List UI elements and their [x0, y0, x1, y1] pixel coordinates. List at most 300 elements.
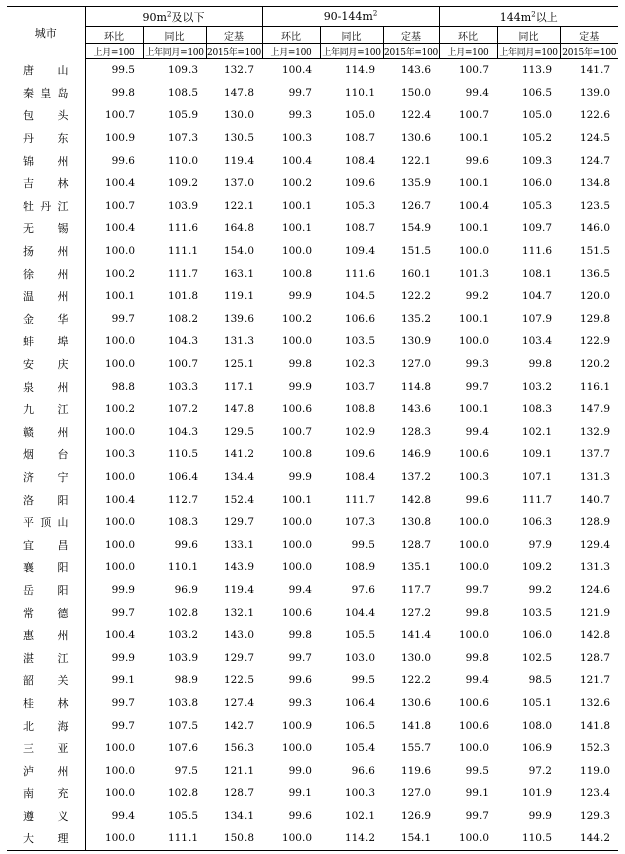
value-medium-yoy: 110.1 — [344, 86, 375, 99]
base-2015: 2015年=100 — [206, 44, 262, 59]
base-same-month-last-year: 上年同月=100 — [497, 44, 560, 59]
value-large-yoy: 103.2 — [521, 380, 552, 393]
city-name: 常德 — [7, 601, 85, 624]
value-medium-yoy: 108.7 — [344, 132, 375, 145]
value-medium-mom: 100.2 — [281, 177, 312, 190]
value-large-mom: 100.0 — [458, 516, 489, 529]
value-small-fixed: 143.9 — [223, 561, 254, 574]
value-large-yoy: 102.1 — [521, 425, 552, 438]
value-small-yoy: 108.5 — [167, 86, 198, 99]
value-medium-mom: 100.1 — [281, 493, 312, 506]
value-large-fixed: 124.6 — [579, 583, 610, 596]
value-medium-yoy: 107.3 — [344, 516, 375, 529]
city-name: 泸州 — [7, 759, 85, 782]
value-small-mom: 100.9 — [104, 132, 135, 145]
table-row — [7, 421, 618, 444]
value-large-mom: 99.6 — [465, 493, 489, 506]
value-large-yoy: 107.1 — [521, 470, 552, 483]
value-medium-yoy: 102.1 — [344, 809, 375, 822]
value-medium-mom: 100.4 — [281, 154, 312, 167]
value-small-yoy: 106.4 — [167, 470, 198, 483]
table-row — [7, 375, 618, 398]
value-small-yoy: 109.3 — [167, 64, 198, 77]
value-large-mom: 100.0 — [439, 827, 497, 850]
table-row — [7, 466, 618, 489]
value-large-yoy: 99.2 — [528, 583, 552, 596]
value-medium-mom: 100.0 — [281, 742, 312, 755]
value-medium-mom: 99.7 — [288, 86, 312, 99]
city-name: 惠州 — [7, 624, 85, 647]
value-medium-mom: 100.8 — [281, 267, 312, 280]
value-small-fixed: 163.1 — [223, 267, 254, 280]
value-large-mom: 100.0 — [458, 629, 489, 642]
value-large-yoy: 101.9 — [521, 787, 552, 800]
value-large-fixed: 144.2 — [560, 827, 618, 850]
value-medium-mom: 100.4 — [281, 64, 312, 77]
value-small-yoy: 103.3 — [167, 380, 198, 393]
table-row — [7, 262, 618, 285]
table-row — [7, 511, 618, 534]
value-medium-mom: 99.7 — [288, 651, 312, 664]
value-medium-mom: 99.4 — [288, 583, 312, 596]
value-large-mom: 100.7 — [458, 109, 489, 122]
value-large-mom: 99.3 — [465, 358, 489, 371]
value-small-yoy: 112.7 — [167, 493, 198, 506]
value-large-fixed: 132.6 — [579, 696, 610, 709]
value-large-fixed: 122.9 — [579, 335, 610, 348]
value-medium-mom: 99.3 — [288, 109, 312, 122]
value-small-fixed: 119.1 — [223, 290, 254, 303]
value-large-yoy: 105.0 — [521, 109, 552, 122]
value-large-mom: 99.7 — [465, 809, 489, 822]
value-medium-fixed: 130.8 — [400, 516, 431, 529]
value-small-fixed: 134.1 — [223, 809, 254, 822]
value-large-mom: 99.6 — [465, 154, 489, 167]
value-medium-yoy: 108.8 — [344, 403, 375, 416]
value-small-fixed: 130.5 — [223, 132, 254, 145]
city-name: 扬州 — [7, 240, 85, 263]
value-medium-fixed: 146.9 — [400, 448, 431, 461]
value-large-fixed: 119.0 — [579, 764, 610, 777]
value-large-mom: 100.0 — [458, 335, 489, 348]
city-name: 丹东 — [7, 127, 85, 150]
city-name: 安庆 — [7, 353, 85, 376]
value-medium-fixed: 135.9 — [400, 177, 431, 190]
value-small-mom: 100.1 — [104, 290, 135, 303]
value-small-fixed: 127.4 — [223, 696, 254, 709]
value-small-fixed: 125.1 — [223, 358, 254, 371]
value-small-mom: 99.9 — [111, 583, 135, 596]
value-small-yoy: 111.1 — [143, 827, 206, 850]
value-large-fixed: 128.7 — [579, 651, 610, 664]
value-large-fixed: 122.6 — [579, 109, 610, 122]
value-medium-yoy: 105.3 — [344, 199, 375, 212]
table-row — [7, 127, 618, 150]
value-small-fixed: 132.7 — [223, 64, 254, 77]
table-row — [7, 104, 618, 127]
table-row — [7, 579, 618, 602]
city-name: 三亚 — [7, 737, 85, 760]
value-medium-yoy: 106.5 — [344, 719, 375, 732]
value-small-mom: 100.0 — [104, 425, 135, 438]
value-large-fixed: 134.8 — [579, 177, 610, 190]
city-name: 北海 — [7, 714, 85, 737]
value-small-mom: 100.7 — [104, 199, 135, 212]
value-large-mom: 100.0 — [458, 742, 489, 755]
table-body — [7, 59, 618, 851]
city-name: 温州 — [7, 285, 85, 308]
city-name: 平顶山 — [7, 511, 85, 534]
value-small-fixed: 147.8 — [223, 403, 254, 416]
value-small-yoy: 103.2 — [167, 629, 198, 642]
table-row — [7, 240, 618, 263]
table-row — [7, 82, 618, 105]
table-row — [7, 308, 618, 331]
value-large-fixed: 152.3 — [579, 742, 610, 755]
city-name: 遵义 — [7, 805, 85, 828]
value-medium-yoy: 100.3 — [344, 787, 375, 800]
value-small-fixed: 137.0 — [223, 177, 254, 190]
city-name: 牡丹江 — [7, 195, 85, 218]
base-2015: 2015年=100 — [560, 44, 618, 59]
value-medium-fixed: 126.9 — [400, 809, 431, 822]
value-large-yoy: 108.1 — [521, 267, 552, 280]
value-small-fixed: 122.1 — [223, 199, 254, 212]
value-small-mom: 100.0 — [104, 764, 135, 777]
value-large-yoy: 111.6 — [521, 245, 552, 258]
value-medium-yoy: 105.0 — [344, 109, 375, 122]
value-large-yoy: 99.9 — [528, 809, 552, 822]
value-small-yoy: 105.9 — [167, 109, 198, 122]
value-medium-fixed: 143.6 — [400, 403, 431, 416]
value-medium-fixed: 135.2 — [400, 312, 431, 325]
value-small-yoy: 110.5 — [167, 448, 198, 461]
table-row — [7, 646, 618, 669]
value-large-fixed: 131.3 — [579, 470, 610, 483]
value-small-mom: 99.7 — [111, 696, 135, 709]
value-medium-yoy: 111.7 — [344, 493, 375, 506]
value-large-yoy: 106.5 — [521, 86, 552, 99]
value-large-mom: 99.7 — [465, 380, 489, 393]
value-large-fixed: 141.8 — [579, 719, 610, 732]
value-small-fixed: 152.4 — [223, 493, 254, 506]
value-medium-yoy: 99.5 — [351, 674, 375, 687]
value-medium-fixed: 114.8 — [400, 380, 431, 393]
value-small-mom: 100.0 — [104, 358, 135, 371]
value-small-mom: 99.7 — [111, 606, 135, 619]
value-small-yoy: 111.6 — [167, 222, 198, 235]
subhead-mom: 环比 — [262, 27, 320, 44]
value-medium-mom: 99.0 — [288, 764, 312, 777]
value-large-mom: 100.4 — [458, 199, 489, 212]
value-medium-fixed: 128.7 — [400, 538, 431, 551]
value-large-fixed: 121.9 — [579, 606, 610, 619]
value-medium-fixed: 122.1 — [400, 154, 431, 167]
value-medium-yoy: 106.4 — [344, 696, 375, 709]
base-prev-month: 上月=100 — [262, 44, 320, 59]
value-small-yoy: 108.2 — [167, 312, 198, 325]
value-medium-mom: 100.6 — [281, 403, 312, 416]
table-row — [7, 805, 618, 828]
value-large-yoy: 97.9 — [528, 538, 552, 551]
table-row — [7, 195, 618, 218]
city-name: 金华 — [7, 308, 85, 331]
value-small-mom: 100.2 — [104, 403, 135, 416]
value-small-fixed: 131.3 — [223, 335, 254, 348]
value-small-mom: 99.7 — [111, 312, 135, 325]
value-large-mom: 99.4 — [465, 425, 489, 438]
value-medium-mom: 99.9 — [288, 290, 312, 303]
value-large-fixed: 128.9 — [579, 516, 610, 529]
value-large-fixed: 141.7 — [579, 64, 610, 77]
table-row — [7, 692, 618, 715]
value-small-yoy: 102.8 — [167, 787, 198, 800]
value-small-yoy: 110.0 — [167, 154, 198, 167]
value-medium-fixed: 143.6 — [400, 64, 431, 77]
value-small-yoy: 108.3 — [167, 516, 198, 529]
value-medium-yoy: 114.2 — [320, 827, 383, 850]
value-medium-fixed: 141.4 — [400, 629, 431, 642]
price-index-table — [7, 6, 618, 851]
city-name: 大理 — [7, 827, 85, 850]
value-large-mom: 100.6 — [458, 696, 489, 709]
value-small-yoy: 98.9 — [174, 674, 198, 687]
value-large-fixed: 142.8 — [579, 629, 610, 642]
value-medium-mom: 99.9 — [288, 470, 312, 483]
table-row — [7, 624, 618, 647]
value-medium-yoy: 102.3 — [344, 358, 375, 371]
value-small-fixed: 143.0 — [223, 629, 254, 642]
value-medium-fixed: 117.7 — [400, 583, 431, 596]
city-name: 九江 — [7, 398, 85, 421]
value-medium-mom: 100.0 — [281, 538, 312, 551]
value-small-fixed: 122.5 — [223, 674, 254, 687]
value-large-fixed: 123.5 — [579, 199, 610, 212]
value-small-fixed: 129.7 — [223, 516, 254, 529]
base-prev-month: 上月=100 — [439, 44, 497, 59]
table-row — [7, 217, 618, 240]
city-name: 蚌埠 — [7, 330, 85, 353]
base-2015: 2015年=100 — [383, 44, 439, 59]
city-name: 无锡 — [7, 217, 85, 240]
value-medium-fixed: 122.4 — [400, 109, 431, 122]
value-large-fixed: 129.4 — [579, 538, 610, 551]
table-row — [7, 533, 618, 556]
value-medium-mom: 99.8 — [288, 358, 312, 371]
value-large-fixed: 129.8 — [579, 312, 610, 325]
value-large-fixed: 120.2 — [579, 358, 610, 371]
value-small-yoy: 103.9 — [167, 199, 198, 212]
value-small-mom: 99.4 — [111, 809, 135, 822]
value-medium-mom: 99.9 — [288, 380, 312, 393]
value-small-yoy: 111.7 — [167, 267, 198, 280]
value-large-fixed: 147.9 — [579, 403, 610, 416]
value-small-mom: 99.7 — [111, 719, 135, 732]
value-small-fixed: 142.7 — [223, 719, 254, 732]
value-medium-yoy: 96.6 — [351, 764, 375, 777]
value-large-mom: 100.1 — [458, 132, 489, 145]
value-medium-mom: 99.1 — [288, 787, 312, 800]
value-large-mom: 99.2 — [465, 290, 489, 303]
table-row — [7, 330, 618, 353]
city-name: 烟台 — [7, 443, 85, 466]
value-large-mom: 99.1 — [465, 787, 489, 800]
value-medium-fixed: 130.6 — [400, 132, 431, 145]
value-medium-yoy: 99.5 — [351, 538, 375, 551]
value-small-mom: 100.0 — [104, 561, 135, 574]
value-small-yoy: 109.2 — [167, 177, 198, 190]
value-small-fixed: 156.3 — [223, 742, 254, 755]
value-large-mom: 99.4 — [465, 674, 489, 687]
value-medium-fixed: 128.3 — [400, 425, 431, 438]
value-small-mom: 100.4 — [104, 177, 135, 190]
city-name: 吉林 — [7, 172, 85, 195]
value-large-mom: 100.0 — [458, 245, 489, 258]
value-medium-yoy: 108.4 — [344, 470, 375, 483]
value-large-fixed: 132.9 — [579, 425, 610, 438]
value-medium-mom: 99.6 — [288, 674, 312, 687]
value-medium-fixed: 137.2 — [400, 470, 431, 483]
value-large-fixed: 136.5 — [579, 267, 610, 280]
value-medium-yoy: 104.4 — [344, 606, 375, 619]
city-name: 湛江 — [7, 646, 85, 669]
base-same-month-last-year: 上年同月=100 — [320, 44, 383, 59]
subhead-fixed-base: 定基 — [206, 27, 262, 44]
value-small-fixed: 132.1 — [223, 606, 254, 619]
value-medium-yoy: 109.6 — [344, 177, 375, 190]
group-header-medium: $90-144m^2$ — [262, 7, 439, 27]
value-small-yoy: 102.8 — [167, 606, 198, 619]
value-medium-fixed: 154.1 — [383, 827, 439, 850]
value-medium-fixed: 150.0 — [400, 86, 431, 99]
table-row — [7, 488, 618, 511]
value-medium-yoy: 105.4 — [344, 742, 375, 755]
value-medium-yoy: 109.4 — [344, 245, 375, 258]
city-name: 宜昌 — [7, 533, 85, 556]
value-small-yoy: 107.3 — [167, 132, 198, 145]
value-small-mom: 99.6 — [111, 154, 135, 167]
city-name: 桂林 — [7, 692, 85, 715]
value-small-fixed: 128.7 — [223, 787, 254, 800]
value-medium-fixed: 141.8 — [400, 719, 431, 732]
value-large-yoy: 108.0 — [521, 719, 552, 732]
value-medium-fixed: 130.9 — [400, 335, 431, 348]
group-header-small: $90m^2$及以下 — [85, 7, 262, 27]
table-row — [7, 398, 618, 421]
value-small-mom: 99.5 — [111, 64, 135, 77]
value-medium-yoy: 114.9 — [344, 64, 375, 77]
value-medium-yoy: 103.5 — [344, 335, 375, 348]
value-medium-fixed: 127.0 — [400, 787, 431, 800]
subhead-yoy: 同比 — [497, 27, 560, 44]
value-large-mom: 100.3 — [458, 470, 489, 483]
value-small-mom: 100.7 — [104, 109, 135, 122]
table-row — [7, 59, 618, 82]
value-medium-mom: 100.0 — [281, 516, 312, 529]
table-row — [7, 172, 618, 195]
table-row — [7, 782, 618, 805]
subhead-yoy: 同比 — [143, 27, 206, 44]
value-small-fixed: 150.8 — [206, 827, 262, 850]
value-medium-mom: 100.0 — [281, 245, 312, 258]
value-small-fixed: 119.4 — [223, 583, 254, 596]
value-large-yoy: 105.2 — [521, 132, 552, 145]
value-small-yoy: 99.6 — [174, 538, 198, 551]
value-small-fixed: 147.8 — [223, 86, 254, 99]
value-medium-fixed: 126.7 — [400, 199, 431, 212]
value-medium-yoy: 105.5 — [344, 629, 375, 642]
value-large-mom: 100.0 — [458, 561, 489, 574]
value-medium-yoy: 111.6 — [344, 267, 375, 280]
value-large-yoy: 105.1 — [521, 696, 552, 709]
value-small-fixed: 133.1 — [223, 538, 254, 551]
city-name: 包头 — [7, 104, 85, 127]
value-medium-mom: 100.3 — [281, 132, 312, 145]
value-large-mom: 101.3 — [458, 267, 489, 280]
value-small-mom: 100.0 — [104, 538, 135, 551]
value-large-mom: 99.8 — [465, 606, 489, 619]
subhead-mom: 环比 — [85, 27, 143, 44]
value-large-yoy: 109.3 — [521, 154, 552, 167]
table-row — [7, 737, 618, 760]
value-small-fixed: 141.2 — [223, 448, 254, 461]
value-small-yoy: 107.5 — [167, 719, 198, 732]
value-medium-yoy: 103.0 — [344, 651, 375, 664]
value-large-yoy: 110.5 — [497, 827, 560, 850]
value-large-mom: 99.7 — [465, 583, 489, 596]
value-large-mom: 100.6 — [458, 448, 489, 461]
value-small-mom: 100.0 — [104, 516, 135, 529]
value-large-yoy: 109.7 — [521, 222, 552, 235]
value-large-fixed: 124.5 — [579, 132, 610, 145]
value-large-fixed: 116.1 — [579, 380, 610, 393]
value-small-mom: 100.0 — [104, 787, 135, 800]
value-small-yoy: 96.9 — [174, 583, 198, 596]
value-medium-fixed: 154.9 — [400, 222, 431, 235]
value-large-fixed: 120.0 — [579, 290, 610, 303]
value-small-mom: 99.1 — [111, 674, 135, 687]
table-row — [7, 759, 618, 782]
group-header-large: $144m^2$以上 — [439, 7, 618, 27]
value-small-mom: 100.3 — [104, 448, 135, 461]
value-small-fixed: 134.4 — [223, 470, 254, 483]
value-medium-yoy: 108.7 — [344, 222, 375, 235]
value-medium-mom: 100.7 — [281, 425, 312, 438]
value-small-yoy: 104.3 — [167, 335, 198, 348]
value-large-yoy: 103.5 — [521, 606, 552, 619]
value-large-yoy: 108.3 — [521, 403, 552, 416]
value-large-fixed: 140.7 — [579, 493, 610, 506]
value-small-yoy: 103.9 — [167, 651, 198, 664]
value-medium-fixed: 127.0 — [400, 358, 431, 371]
value-small-yoy: 107.2 — [167, 403, 198, 416]
value-large-yoy: 106.3 — [521, 516, 552, 529]
value-small-yoy: 105.5 — [167, 809, 198, 822]
city-name: 赣州 — [7, 421, 85, 444]
value-medium-yoy: 103.7 — [344, 380, 375, 393]
value-large-mom: 100.6 — [458, 719, 489, 732]
value-small-yoy: 103.8 — [167, 696, 198, 709]
table-row — [7, 827, 618, 850]
value-medium-yoy: 108.9 — [344, 561, 375, 574]
table-row — [7, 556, 618, 579]
value-small-yoy: 111.1 — [167, 245, 198, 258]
subhead-yoy: 同比 — [320, 27, 383, 44]
city-name: 济宁 — [7, 466, 85, 489]
value-small-yoy: 107.6 — [167, 742, 198, 755]
value-small-yoy: 97.5 — [174, 764, 198, 777]
value-small-yoy: 100.7 — [167, 358, 198, 371]
